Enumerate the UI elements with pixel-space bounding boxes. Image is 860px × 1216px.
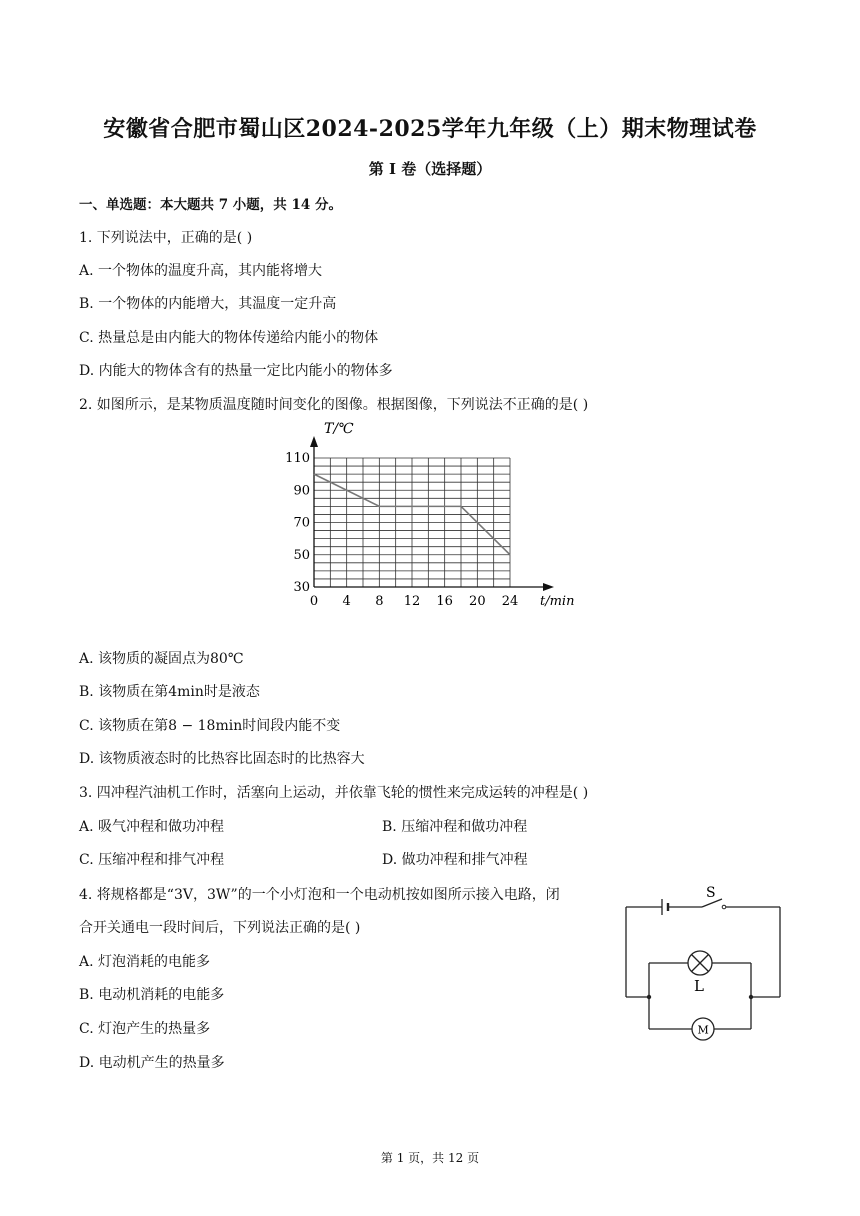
question-3-option-b: B. 压缩冲程和做功冲程 (382, 819, 528, 835)
x-tick-label: 8 (375, 594, 384, 609)
question-3-option-c: C. 压缩冲程和排气冲程 (79, 852, 225, 868)
y-tick-label: 90 (293, 483, 310, 499)
page-footer: 第 1 页，共 12 页 (380, 1151, 480, 1165)
switch-label: S (706, 885, 716, 901)
question-2-option-d: D. 该物质液态时的比热容比固态时的比热容大 (79, 751, 365, 767)
y-tick-label: 30 (293, 580, 310, 595)
x-tick-label: 24 (501, 594, 519, 609)
question-4-option-b: B. 电动机消耗的电能多 (79, 987, 225, 1003)
question-4-option-a: A. 灯泡消耗的电能多 (79, 954, 211, 970)
junction-left (647, 995, 651, 999)
question-4-stem-line-1: 4. 将规格都是“3V，3W”的一个小灯泡和一个电动机按如图所示接入电路，闭 (79, 887, 560, 903)
switch-contact (722, 905, 726, 909)
volume-subtitle: 第 I 卷（选择题） (368, 160, 492, 178)
x-tick-label: 4 (342, 594, 351, 609)
question-4-option-d: D. 电动机产生的热量多 (79, 1055, 225, 1071)
question-2-stem: 2. 如图所示，是某物质温度随时间变化的图像。根据图像，下列说法不正确的是( ) (79, 397, 589, 413)
junction-right (749, 995, 753, 999)
question-3-stem: 3. 四冲程汽油机工作时，活塞向上运动，并依靠飞轮的惯性来完成运转的冲程是( ) (79, 785, 589, 801)
question-1-stem: 1. 下列说法中，正确的是( ) (79, 230, 253, 246)
x-axis-arrow (543, 583, 554, 591)
section-header: 一、单选题：本大题共 7 小题，共 14 分。 (79, 197, 342, 213)
question-4-stem-line-2: 合开关通电一段时间后，下列说法正确的是( ) (79, 920, 361, 936)
question-2-option-a: A. 该物质的凝固点为80℃ (79, 651, 244, 667)
graph-ticks (285, 451, 518, 609)
y-axis-label: T/℃ (324, 421, 354, 437)
question-4-option-c: C. 灯泡产生的热量多 (79, 1021, 211, 1037)
x-tick-label: 20 (469, 594, 486, 609)
x-axis-label: t/min (540, 594, 575, 609)
circuit-diagram (618, 885, 788, 1050)
question-1-option-d: D. 内能大的物体含有的热量一定比内能小的物体多 (79, 363, 393, 379)
y-tick-label: 50 (293, 547, 310, 563)
question-2-option-b: B. 该物质在第4min时是液态 (79, 684, 260, 700)
y-tick-label: 110 (285, 451, 310, 466)
x-tick-label: 12 (403, 594, 421, 609)
lamp-label: L (694, 977, 704, 995)
x-tick-label: 16 (436, 594, 453, 609)
question-1-option-c: C. 热量总是由内能大的物体传递给内能小的物体 (79, 330, 379, 346)
y-axis-arrow (310, 436, 318, 447)
x-tick-label: 0 (309, 594, 319, 609)
question-3-option-a: A. 吸气冲程和做功冲程 (79, 819, 225, 835)
y-tick-label: 70 (293, 515, 310, 531)
question-3-option-d: D. 做功冲程和排气冲程 (382, 852, 528, 868)
question-1-option-a: A. 一个物体的温度升高，其内能将增大 (79, 263, 323, 279)
motor-label: M (697, 1023, 709, 1037)
graph-grid (314, 458, 510, 587)
question-1-option-b: B. 一个物体的内能增大，其温度一定升高 (79, 296, 337, 312)
temperature-time-graph (284, 418, 584, 613)
exam-title: 安徽省合肥市蜀山区2024-2025学年九年级（上）期末物理试卷 (103, 116, 757, 142)
question-2-option-c: C. 该物质在第8 − 18min时间段内能不变 (79, 718, 341, 734)
